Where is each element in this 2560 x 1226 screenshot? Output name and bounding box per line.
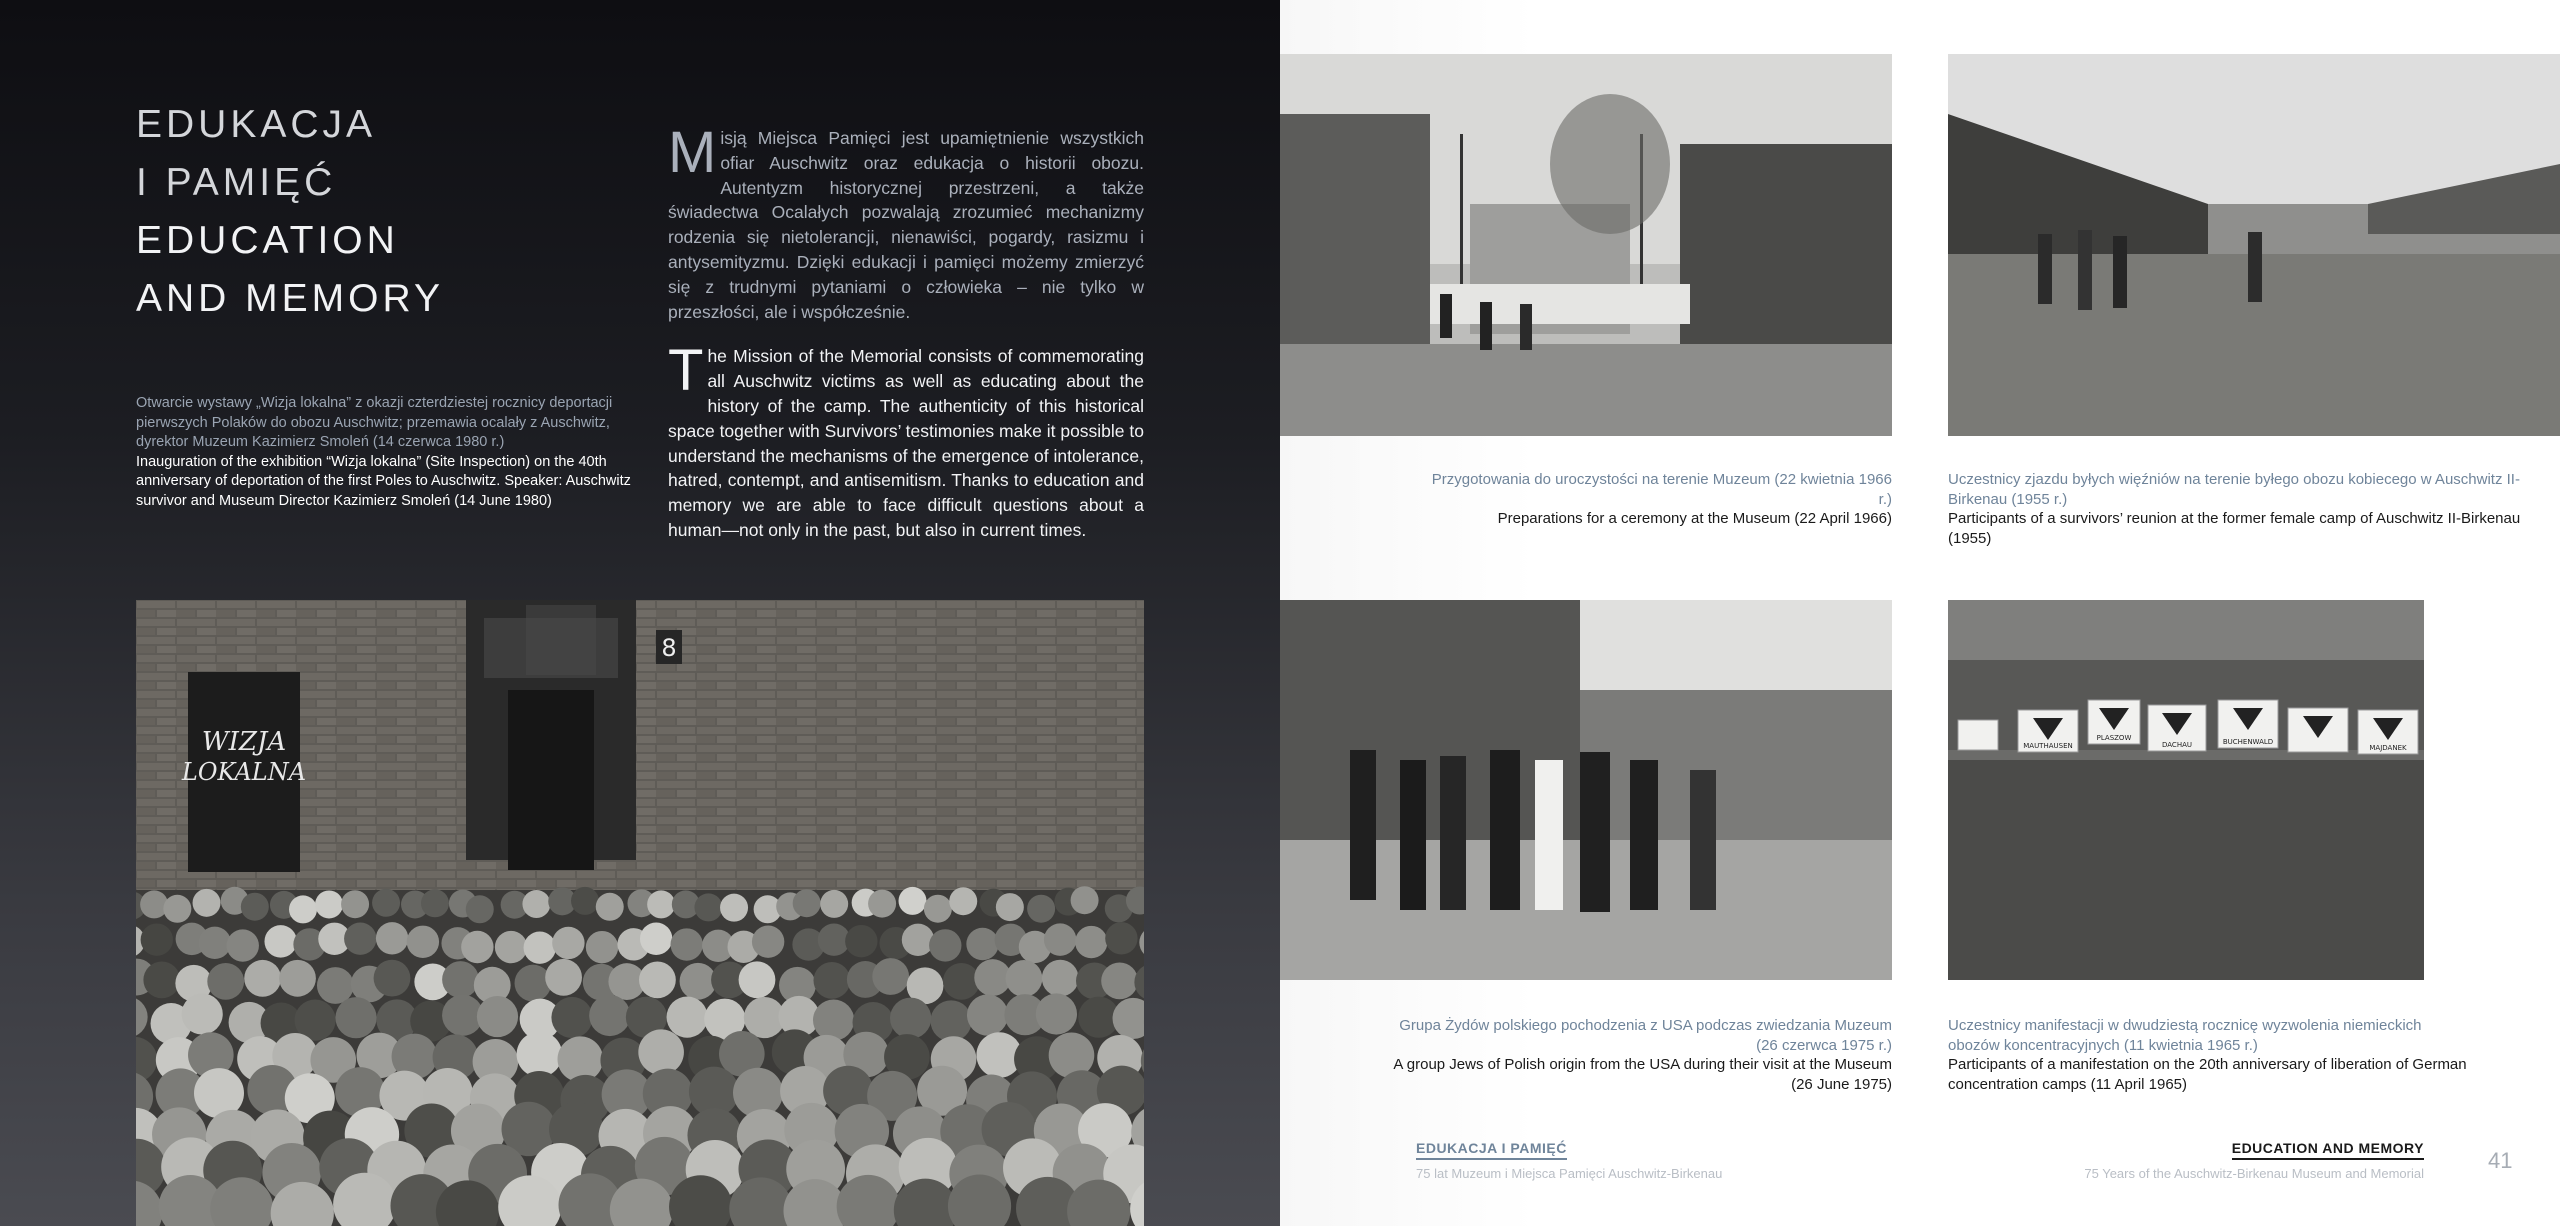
caption-1-pl: Przygotowania do uroczystości na terenie Muzeum (22 kwietnia 1966 r.) — [1431, 471, 1892, 508]
crowd-head — [279, 960, 316, 997]
crowd-head — [1006, 960, 1043, 997]
crowd-head — [929, 929, 961, 961]
crowd-head — [974, 959, 1011, 996]
caption-2-pl: Uczestnicy zjazdu byłych więźniów na terenie byłego obozu kobiecego w Auschwitz II-Birkenau (1955 r.) — [1948, 471, 2520, 508]
crowd-head — [752, 925, 784, 957]
title-pl-line-1: EDUKACJA — [136, 103, 377, 146]
crowd-head — [227, 929, 259, 961]
crowd-head — [902, 924, 934, 956]
crowd-head — [890, 998, 931, 1039]
crowd-head — [820, 890, 848, 918]
crowd-head — [207, 963, 244, 1000]
liberation-anniversary-photo — [1948, 600, 2424, 980]
crowd-head — [720, 894, 748, 922]
caption-pl: Otwarcie wystawy „Wizja lokalna” z okazji czterdziestej rocznicy deportacji pierwszych Polaków do obozu Auschwitz; przemawia ocalały z Auschwitz, dyrektor Muzeum Kazimierz Smoleń (14 czerwca 1980 r.) — [136, 395, 613, 450]
footer-subtitle-pl: 75 lat Muzeum i Miejsca Pamięci Auschwitz-Birkenau — [1416, 1166, 1723, 1181]
crowd-head — [335, 997, 376, 1038]
crowd-head — [868, 890, 896, 918]
crowd-head — [244, 960, 281, 997]
caption-2-en: Participants of a survivors’ reunion at the former female camp of Auschwitz II-Birkenau (1955) — [1948, 510, 2521, 547]
crowd-head — [872, 958, 909, 995]
crowd-head — [931, 1000, 972, 1041]
footer-title-pl: EDUKACJA I PAMIĘĆ — [1416, 1140, 1567, 1160]
crowd-head — [813, 1000, 854, 1041]
sign-buchenwald: BUCHENWALD — [2222, 738, 2274, 746]
crowd-head — [421, 889, 449, 917]
crowd-head — [1044, 923, 1076, 955]
crowd-head — [199, 927, 231, 959]
mission-statement — [668, 120, 1144, 563]
crowd-head — [551, 997, 592, 1038]
crowd-head — [589, 995, 630, 1036]
crowd-head — [793, 889, 821, 917]
crowd-head — [638, 1029, 684, 1075]
title-en-line-1: EDUCATION — [136, 219, 399, 262]
crowd-head — [141, 923, 173, 955]
exhibition-photo-caption — [136, 394, 636, 511]
us-visitors-photo — [1280, 600, 1892, 980]
crowd-head — [341, 890, 369, 918]
crowd-head — [898, 887, 926, 915]
mission-paragraph-pl — [668, 120, 1144, 324]
crowd-head — [639, 962, 676, 999]
crowd-head — [317, 967, 354, 1004]
survivors-reunion-photo — [1948, 54, 2560, 436]
block-number-sign: 8 — [661, 634, 677, 662]
ceremony-preparation-photo — [1280, 54, 1892, 436]
crowd-head — [495, 931, 527, 963]
crowd-head — [670, 928, 702, 960]
crowd-head — [477, 996, 518, 1037]
crowd-head — [372, 889, 400, 917]
crowd-head — [182, 993, 223, 1034]
sign-plaszow: PLASZOW — [2096, 734, 2132, 742]
poster-title-line-2: LOKALNA — [181, 758, 307, 786]
crowd-head — [667, 997, 708, 1038]
sign-dachau: DACHAU — [2162, 741, 2192, 749]
crowd-head — [289, 895, 317, 923]
crowd-head — [558, 1036, 604, 1082]
footer-title-en: EDUCATION AND MEMORY — [2232, 1140, 2424, 1160]
crowd-head — [966, 928, 998, 960]
footer-left — [1416, 1140, 1722, 1181]
crowd-head — [1075, 926, 1107, 958]
crowd-head — [571, 887, 599, 915]
crowd-head — [522, 890, 550, 918]
crowd-head — [1036, 993, 1077, 1034]
crowd-head — [1105, 922, 1137, 954]
crowd-head — [193, 889, 221, 917]
mission-paragraph-en — [668, 338, 1144, 542]
crowd-head — [694, 893, 722, 921]
caption-survivors-reunion — [1948, 470, 2560, 548]
crowd-head — [996, 893, 1024, 921]
crowd-head — [813, 962, 850, 999]
crowd-head — [143, 962, 180, 999]
crowd-head — [1042, 960, 1079, 997]
crowd-head — [967, 994, 1008, 1035]
poster-title-line-1: WIZJA — [201, 727, 287, 757]
dropcap-en: T — [668, 338, 704, 404]
crowd-head — [374, 960, 411, 997]
crowd-head — [1071, 886, 1099, 914]
crowd-head — [461, 931, 493, 963]
crowd-head — [943, 963, 980, 1000]
crowd-head — [140, 890, 168, 918]
crowd-head — [640, 923, 672, 955]
crowd-head — [1027, 895, 1055, 923]
sign-mauthausen: MAUTHAUSEN — [2023, 742, 2073, 750]
mission-text-pl: isją Miejsca Pamięci jest upamiętnienie wszystkich ofiar Auschwitz oraz edukacja o historii obozu. Autentyzm historycznej przestrzeni, a także świadectwa Ocalałych pozwalają zrozumieć mechanizmy rodzenia się nietolerancji, nienawiści, pogardy, rasizmu i antysemityzmu. Dzięki edukacji i pamięci możemy zmierzyć się z trudnymi pytaniami o człowieka – nie tylko w przeszłości, ale i współcześnie. — [668, 128, 1144, 322]
page-number: 41 — [2488, 1148, 2513, 1173]
caption-3-pl: Grupa Żydów polskiego pochodzenia z USA podczas zwiedzania Muzeum (26 czerwca 1975 r.) — [1399, 1017, 1892, 1054]
crowd-head — [515, 965, 552, 1002]
caption-4-en: Participants of a manifestation on the 20th anniversary of liberation of German concentration camps (11 April 1965) — [1948, 1056, 2467, 1093]
crowd-head — [949, 887, 977, 915]
title-pl-line-2: I PAMIĘĆ — [136, 161, 337, 204]
right-page — [1280, 0, 2560, 1226]
caption-en: Inauguration of the exhibition “Wizja lokalna” (Site Inspection) on the 40th anniversary of deportation of the first Poles to Auschwitz. Speaker: Auschwitz survivor and Museum Director Kazimierz Smoleń (14 June 1980) — [136, 453, 631, 509]
crowd-head — [524, 931, 556, 963]
footer-subtitle-en: 75 Years of the Auschwitz-Birkenau Museum and Memorial — [2084, 1166, 2424, 1181]
dropcap-pl: M — [668, 120, 717, 185]
crowd-head — [407, 926, 439, 958]
crowd-head — [344, 922, 376, 954]
crowd-head — [241, 893, 269, 921]
caption-1-en: Preparations for a ceremony at the Museum (22 April 1966) — [1497, 510, 1892, 527]
caption-liberation-anniversary — [1948, 1016, 2468, 1094]
sign-majdanek: MAJDANEK — [2369, 744, 2407, 752]
crowd-head — [466, 895, 494, 923]
crowd-head — [739, 961, 776, 998]
exhibition-opening-photo — [136, 600, 1144, 1226]
crowd-head — [586, 931, 618, 963]
crowd-head — [315, 890, 343, 918]
caption-us-visitors — [1380, 1016, 1892, 1094]
crowd-head — [680, 963, 717, 1000]
crowd-head — [552, 927, 584, 959]
crowd-head — [376, 922, 408, 954]
crowd-head — [163, 895, 191, 923]
crowd-head — [924, 895, 952, 923]
caption-3-en: A group Jews of Polish origin from the USA during their visit at the Museum (26 June 1975) — [1393, 1056, 1892, 1093]
crowd-head — [647, 890, 675, 918]
crowd-head — [596, 893, 624, 921]
mission-text-en: he Mission of the Memorial consists of commemorating all Auschwitz victims as well as educating about the history of the camp. The authenticity of this historical space together with Survivors’ testimonies make it possible to understand the mechanisms of the emergence of intolerance, hatred, contempt, and antisemitism. Thanks to education and memory we are able to face difficult questions about a human—not only in the past, but also in current times. — [668, 346, 1144, 540]
title-en-line-2: AND MEMORY — [136, 277, 444, 320]
footer-right — [2084, 1140, 2424, 1181]
page-title — [136, 96, 444, 328]
caption-4-pl: Uczestnicy manifestacji w dwudziestą rocznicę wyzwolenia niemieckich obozów koncentracyjnych (11 kwietnia 1965 r.) — [1948, 1017, 2422, 1054]
crowd-head — [264, 925, 296, 957]
crowd-head — [845, 925, 877, 957]
crowd-head — [442, 961, 479, 998]
crowd-head — [517, 1032, 563, 1078]
crowd-head — [545, 959, 582, 996]
caption-ceremony-preparation — [1420, 470, 1892, 529]
crowd-head — [1101, 962, 1138, 999]
